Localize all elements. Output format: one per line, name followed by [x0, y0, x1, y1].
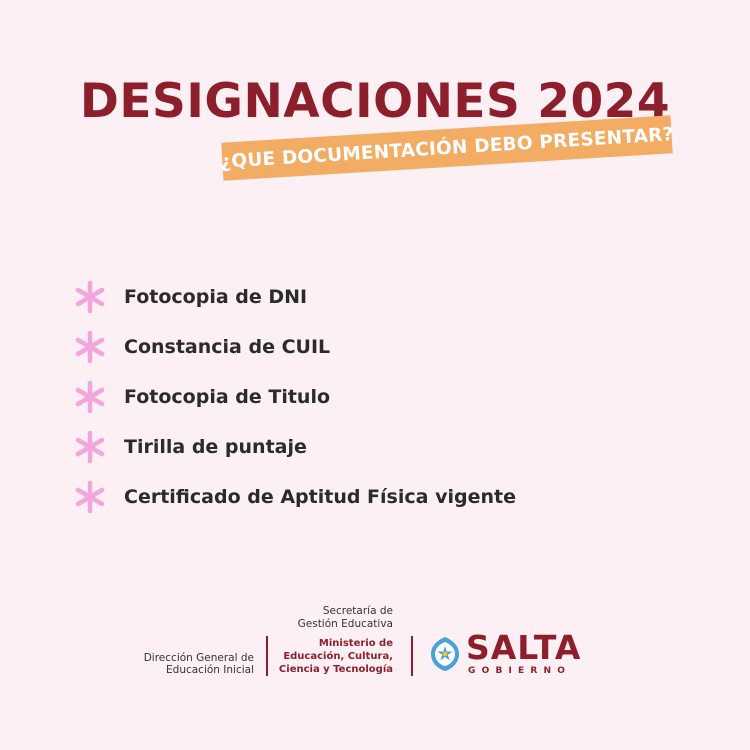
secretaria-label — [298, 605, 393, 631]
list-item — [72, 472, 516, 522]
list-item-label: Fotocopia de Titulo — [124, 386, 331, 408]
asterisk-icon — [72, 379, 108, 415]
divider — [266, 636, 268, 676]
secretaria-line: Secretaría de — [322, 605, 393, 617]
asterisk-icon — [72, 479, 108, 515]
salta-logo-subtitle: GOBIERNO — [468, 666, 572, 676]
ministerio-line: Educación, Cultura, — [283, 651, 393, 662]
list-item-label: Constancia de CUIL — [124, 336, 331, 358]
list-item — [72, 272, 516, 322]
salta-logo-word: SALTA — [466, 628, 582, 667]
subtitle-text: ¿QUE DOCUMENTACIÓN DEBO PRESENTAR? — [219, 123, 675, 173]
salta-star-emblem-icon — [430, 636, 460, 672]
divider — [411, 636, 413, 676]
direccion-line: Dirección General de — [143, 652, 254, 664]
list-item-label: Tirilla de puntaje — [124, 436, 307, 458]
documents-list — [72, 272, 516, 522]
asterisk-icon — [72, 279, 108, 315]
list-item-label: Certificado de Aptitud Física vigente — [124, 486, 516, 508]
asterisk-icon — [72, 429, 108, 465]
ministerio-label — [279, 637, 393, 676]
direccion-line: Educación Inicial — [166, 664, 254, 676]
asterisk-icon — [72, 329, 108, 365]
list-item — [72, 422, 516, 472]
list-item — [72, 322, 516, 372]
direccion-label — [144, 652, 254, 676]
ministerio-line: Ciencia y Tecnología — [278, 664, 393, 675]
list-item — [72, 372, 516, 422]
ministerio-line: Ministerio de — [318, 638, 393, 649]
secretaria-line: Gestión Educativa — [297, 618, 393, 630]
list-item-label: Fotocopia de DNI — [124, 286, 308, 308]
page-title: DESIGNACIONES 2024 — [79, 74, 671, 129]
